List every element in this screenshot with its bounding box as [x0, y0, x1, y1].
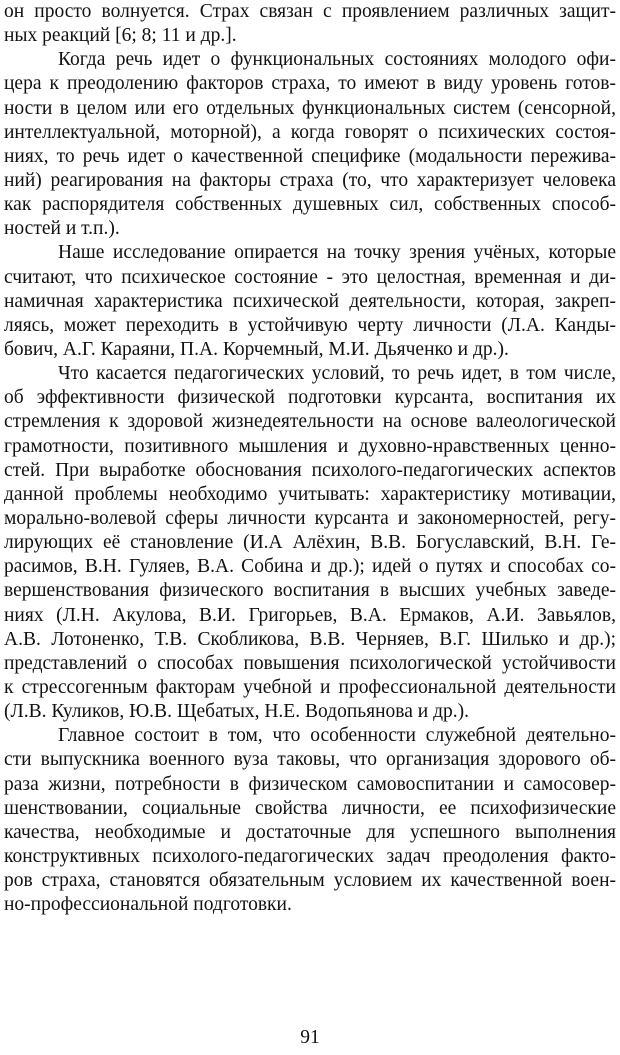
text-line: бович, А.Г. Караяни, П.А. Корчемный, М.И. Дьяченко и др.). — [4, 338, 509, 360]
text-line: ниях (Л.Н. Акулова, В.И. Григорьев, В.А. Ермаков, А.И. Завьялов, — [4, 604, 616, 626]
text-line: Что касается педагогических условий, то речь идет, в том числе, — [58, 363, 616, 385]
text-line: он просто волнуется. Страх связан с проявлением различных защит- — [4, 1, 616, 22]
text-line: шенствовании, социальные свойства личности, ее психофизические — [4, 797, 616, 819]
text-line: ляясь, может переходить в устойчивую черту личности (Л.А. Канды- — [4, 314, 616, 336]
text-line: как распорядителя собственных душевных сил, собственных способ- — [4, 194, 616, 216]
text-line: к стрессогенным факторам учебной и профессиональной деятельности — [4, 676, 616, 698]
text-line: данной проблемы необходимо учитывать: характеристику мотивации, — [4, 483, 616, 505]
text-line: ров страха, становятся обязательным условием их качественной воен- — [4, 870, 616, 892]
text-line: ниях, то речь идет о качественной специфике (модальности пережива- — [4, 145, 616, 167]
text-line: ных реакций [6; 8; 11 и др.]. — [4, 25, 237, 47]
text-line: Главное состоит в том, что особенности служебной деятельно- — [58, 725, 616, 747]
text-line: цера к преодолению факторов страха, то имеют в виду уровень готов- — [4, 73, 616, 95]
text-line: стремления к здоровой жизнедеятельности на основе валеологической — [4, 411, 616, 433]
text-line: ностей и т.п.). — [4, 218, 120, 240]
text-line: морально-волевой сферы личности курсанта и закономерностей, регу- — [4, 507, 616, 529]
text-line: считают, что психическое состояние - это целостная, временная и ди- — [4, 266, 616, 288]
text-line: стей. При выработке обоснования психолого-педагогических аспектов — [4, 459, 616, 481]
text-line: Наше исследование опирается на точку зрения учёных, которые — [58, 242, 616, 264]
text-line: интеллектуальной, моторной), а когда говорят о психических состоя- — [4, 121, 616, 143]
text-line: представлений о способах повышения психологической устойчивости — [4, 652, 616, 674]
text-line: Когда речь идет о функциональных состояниях молодого офи- — [58, 49, 616, 71]
text-line: об эффективности физической подготовки курсанта, воспитания их — [4, 387, 616, 409]
text-line: (Л.В. Куликов, Ю.В. Щебатых, Н.Е. Водопьянова и др.). — [4, 701, 470, 723]
text-line: намичная характеристика психической деятельности, которая, закреп- — [4, 290, 616, 312]
text-line: конструктивных психолого-педагогических задач преодоления факто- — [4, 845, 616, 867]
body-text — [4, 0, 616, 917]
text-line: качества, необходимые и достаточные для успешного выполнения — [4, 821, 616, 843]
text-line: но-профессиональной подготовки. — [4, 894, 292, 916]
text-line: ний) реагирования на факторы страха (то, что характеризует человека — [4, 169, 616, 191]
page-number: 91 — [300, 1027, 320, 1048]
text-line: сти выпускника военного вуза таковы, что организация здорового об- — [4, 749, 616, 771]
text-line: ности в целом или его отдельных функциональных систем (сенсорной, — [4, 97, 616, 119]
text-line: вершенствования физического воспитания в высших учебных заведе- — [4, 580, 616, 602]
text-line: расимов, В.Н. Гуляев, В.А. Собина и др.); идей о путях и способах со- — [4, 556, 616, 578]
text-line: раза жизни, потребности в физическом самовоспитании и самосовер- — [4, 773, 616, 795]
text-line: лирующих её становление (И.А Алёхин, В.В. Богуславский, В.Н. Ге- — [4, 532, 616, 554]
text-line: А.В. Лотоненко, Т.В. Скобликова, В.В. Черняев, В.Г. Шилько и др.); — [4, 628, 616, 650]
text-line: грамотности, позитивного мышления и духовно-нравственных ценно- — [4, 435, 616, 457]
